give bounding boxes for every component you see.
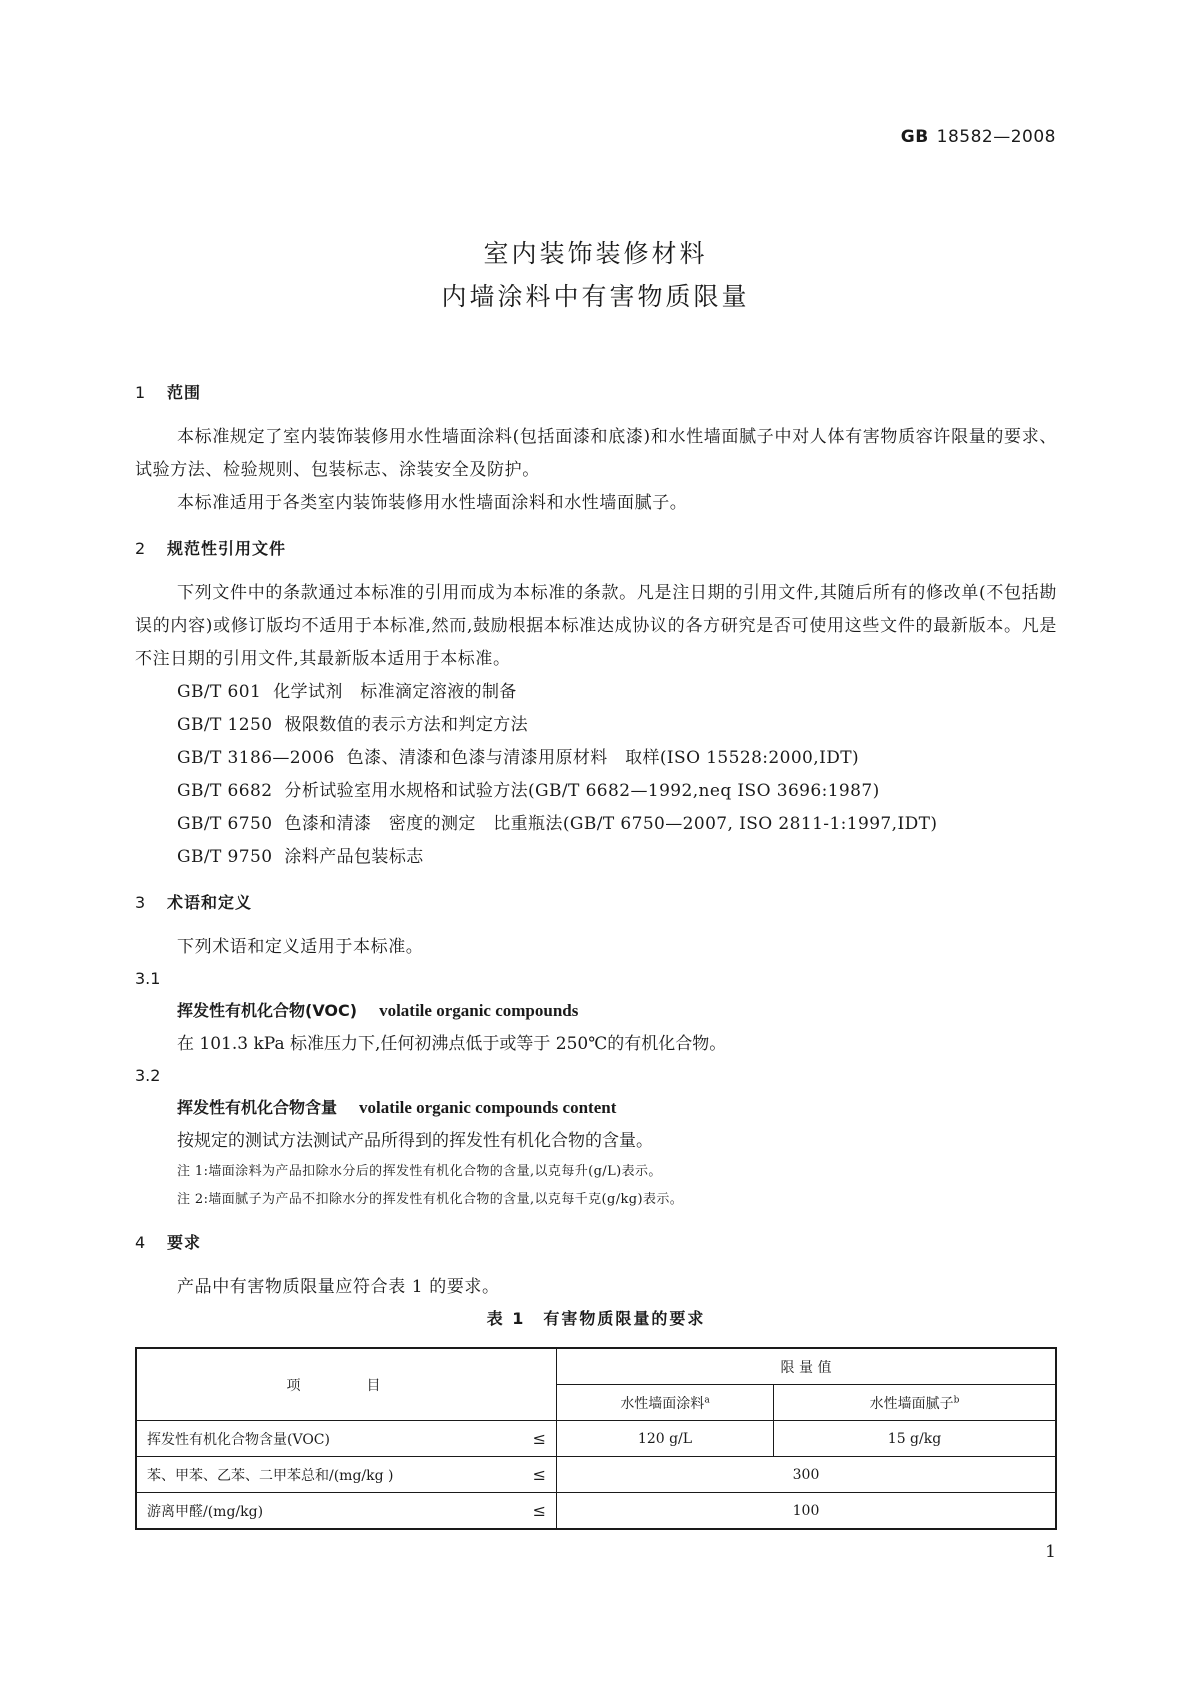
row-shared-value: 300 — [557, 1457, 1057, 1493]
header-item: 项 目 — [136, 1348, 557, 1421]
clause-3-2-number: 3.2 — [135, 1066, 161, 1085]
definition-3-2: 按规定的测试方法测试产品所得到的挥发性有机化合物的含量。 — [177, 1131, 653, 1151]
section-2-paragraph: 下列文件中的条款通过本标准的引用而成为本标准的条款。凡是注日期的引用文件,其随后所有的修改单(不包括勘误的内容)或修订版均不适用于本标准,然而,鼓励根据本标准达成协议的各方研究是否可使用这些文件的最新版本。凡是不注日期的引用文件,其最新版本适用于本标准。 — [135, 583, 1057, 669]
row-coating-value: 120 g/L — [557, 1421, 774, 1457]
standard-number: 18582—2008 — [936, 127, 1056, 147]
header-limit: 限 量 值 — [557, 1348, 1057, 1385]
term-3-1: 挥发性有机化合物(VOC) volatile organic compounds — [177, 1001, 579, 1020]
table-row — [136, 1493, 1056, 1530]
reference-item: GB/T 3186—2006 色漆、清漆和色漆与清漆用原材料 取样(ISO 15528:2000,IDT) — [177, 748, 859, 768]
reference-item: GB/T 9750 涂料产品包装标志 — [177, 847, 424, 867]
term-3-2: 挥发性有机化合物含量 volatile organic compounds content — [177, 1098, 617, 1117]
le-symbol: ≤ — [532, 1500, 546, 1520]
header-putty: 水性墙面腻子$^b$ — [774, 1385, 1057, 1421]
section-3-paragraph: 下列术语和定义适用于本标准。 — [177, 937, 424, 957]
row-item: 挥发性有机化合物含量(VOC) ≤ — [136, 1421, 557, 1457]
standard-code — [901, 127, 1056, 147]
note-2: 注 2:墙面腻子为产品不扣除水分的挥发性有机化合物的含量,以克每千克(g/kg)表示。 — [177, 1192, 684, 1207]
reference-item: GB/T 6750 色漆和清漆 密度的测定 比重瓶法(GB/T 6750—2007, ISO 2811-1:1997,IDT) — [177, 814, 938, 834]
header-coating: 水性墙面涂料$^a$ — [557, 1385, 774, 1421]
row-putty-value: 15 g/kg — [774, 1421, 1057, 1457]
section-1-paragraph-2: 本标准适用于各类室内装饰装修用水性墙面涂料和水性墙面腻子。 — [177, 493, 688, 513]
clause-3-1-number: 3.1 — [135, 969, 161, 988]
standard-prefix: GB — [900, 127, 929, 147]
definition-3-1: 在 101.3 kPa 标准压力下,任何初沸点低于或等于 250℃的有机化合物。 — [177, 1034, 727, 1054]
table-1-title: 表 1 有害物质限量的要求 — [486, 1309, 706, 1328]
reference-item: GB/T 1250 极限数值的表示方法和判定方法 — [177, 715, 529, 735]
row-shared-value: 100 — [557, 1493, 1057, 1530]
section-2-heading: 2 规范性引用文件 — [135, 539, 287, 558]
reference-item: GB/T 6682 分析试验室用水规格和试验方法(GB/T 6682—1992,neq ISO 3696:1987) — [177, 781, 880, 801]
row-item: 苯、甲苯、乙苯、二甲苯总和/(mg/kg ) ≤ — [136, 1457, 557, 1493]
reference-item: GB/T 601 化学试剂 标准滴定溶液的制备 — [177, 682, 517, 702]
title-line-2: 内墙涂料中有害物质限量 — [441, 282, 750, 311]
requirements-table — [135, 1347, 1057, 1530]
section-4-paragraph: 产品中有害物质限量应符合表 1 的要求。 — [177, 1277, 500, 1297]
section-4-heading: 4 要求 — [135, 1233, 202, 1252]
table-row — [136, 1457, 1056, 1493]
row-item: 游离甲醛/(mg/kg) ≤ — [136, 1493, 557, 1530]
title-line-1: 室内装饰装修材料 — [483, 239, 708, 268]
note-1: 注 1:墙面涂料为产品扣除水分后的挥发性有机化合物的含量,以克每升(g/L)表示。 — [177, 1164, 662, 1179]
page-number: 1 — [1045, 1542, 1056, 1562]
table-row — [136, 1421, 1056, 1457]
section-1-paragraph-1: 本标准规定了室内装饰装修用水性墙面涂料(包括面漆和底漆)和水性墙面腻子中对人体有害物质容许限量的要求、试验方法、检验规则、包装标志、涂装安全及防护。 — [135, 427, 1057, 480]
section-1-heading: 1 范围 — [135, 383, 202, 402]
document-body — [135, 376, 1057, 1334]
section-3-heading: 3 术语和定义 — [135, 893, 253, 912]
le-symbol: ≤ — [532, 1464, 546, 1484]
table-header-row — [136, 1348, 1056, 1385]
le-symbol: ≤ — [532, 1428, 546, 1448]
